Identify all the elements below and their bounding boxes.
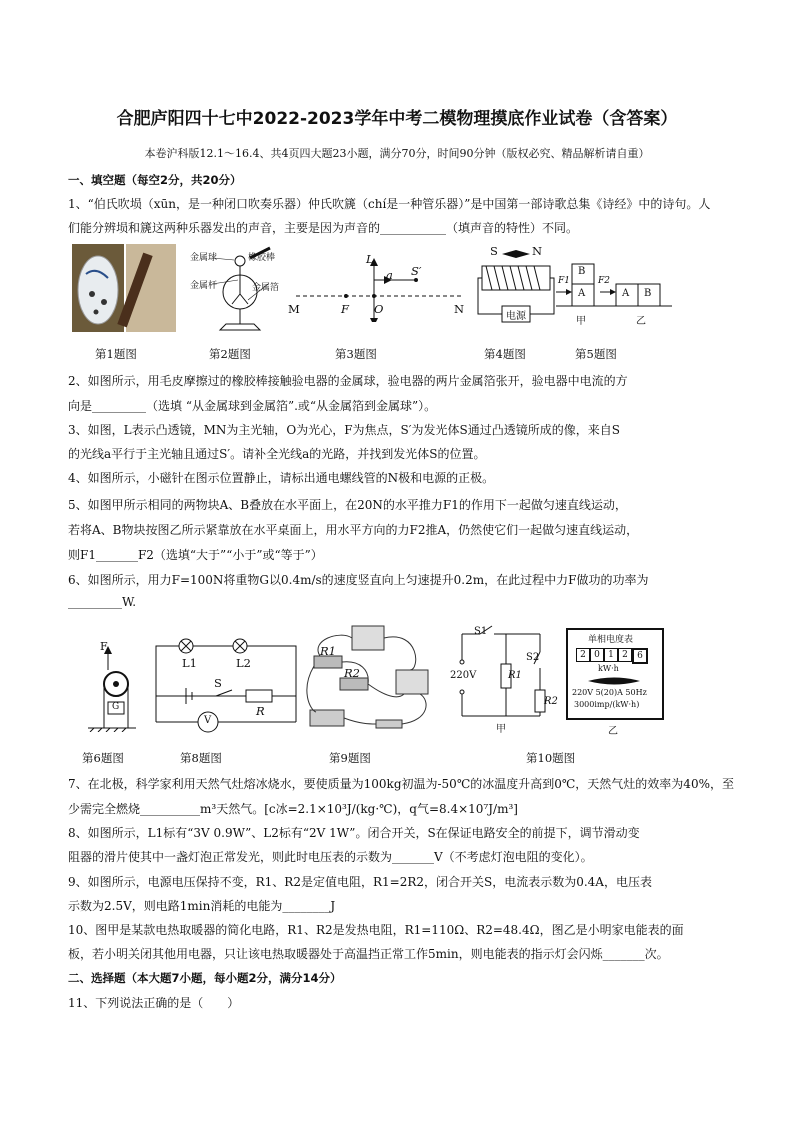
q6-text-line2: _________W.	[68, 595, 137, 609]
figure-3	[286, 250, 466, 322]
page-title: 合肥庐阳四十七中2022-2023学年中考二模物理摸底作业试卷（含答案）	[116, 109, 678, 129]
caption-fig9: 第9题图	[329, 751, 371, 765]
f8-V-label: V	[204, 715, 212, 726]
f8-L1-label: L1	[182, 656, 197, 670]
f8-L2-label: L2	[236, 656, 251, 670]
figure-9	[300, 620, 448, 736]
meter-digits	[576, 648, 648, 664]
f2-foil-label: 金属箔	[252, 283, 280, 293]
f2-ball-label: 金属球	[190, 253, 218, 263]
f10-S2-label: S2	[526, 652, 540, 663]
q10-text-line2: 板，若小明关闭其他用电器，只让该电热取暖器处于高温挡正常工作5min，则电能表的指示灯会闪烁_______次。	[68, 947, 669, 961]
meter-digit: 0	[590, 648, 604, 662]
figure-8-circuit	[152, 636, 302, 734]
figure-6	[78, 640, 138, 732]
f3-F-label: F	[341, 302, 349, 316]
f3-O-label: O	[374, 302, 384, 316]
figure-8	[152, 636, 302, 734]
f3-M-label: M	[288, 302, 300, 316]
f3-L-label: L	[366, 252, 374, 266]
f5-F1-label: F1	[558, 276, 570, 286]
q5-text-line3: 则F1_______F2（选填“大于”“小于”或“等于”）	[68, 548, 323, 562]
meter-digit-decimal: 6	[632, 648, 648, 664]
meter-spec1: 220V 5(20)A 50Hz	[572, 688, 647, 697]
q8-text-line1: 8、如图所示，L1标有“3V 0.9W”、L2标有“2V 1W”。闭合开关，S在保证电路安全的前提下，调节滑动变	[68, 826, 640, 840]
q11-text: 11、下列说法正确的是（ ）	[68, 996, 240, 1010]
meter-digit: 1	[604, 648, 618, 662]
meter-digit: 2	[576, 648, 590, 662]
q7-text-line1: 7、在北极，科学家利用天然气灶熔冰烧水，要使质量为100kg初温为-50℃的冰温度升高到0℃，天然气灶的效率为40%，至	[68, 777, 734, 791]
f2-bar-label: 金属杆	[190, 281, 218, 291]
meter-digit: 2	[618, 648, 632, 662]
f4-N-label: N	[532, 244, 543, 258]
caption-fig1: 第1题图	[95, 347, 137, 361]
figure-10-yi	[566, 628, 662, 737]
q10-text-line1: 10、图甲是某款电热取暖器的简化电路，R1、R2是发热电阻，R1=110Ω、R2=48.4Ω，图乙是小明家电能表的面	[68, 923, 684, 937]
f6-F-label: F	[100, 640, 108, 653]
f4-power-label: 电源	[506, 311, 526, 322]
q5-text-line1: 5、如图甲所示相同的两物块A、B叠放在水平面上，在20N的水平推力F1的作用下一起做匀速直线运动，	[68, 498, 627, 512]
caption-fig4: 第4题图	[484, 347, 526, 361]
f3-N-label: N	[454, 302, 465, 316]
q3-text-line2: 的光线a平行于主光轴且通过S′。请补全光线a的光路，并找到发光体S的位置。	[68, 447, 486, 461]
f6-G-label: G	[112, 702, 120, 712]
caption-fig6: 第6题图	[82, 751, 124, 765]
f3-a-label: a	[386, 268, 393, 282]
q9-text-line1: 9、如图所示，电源电压保持不变，R1、R2是定值电阻，R1=2R2，闭合开关S，电流表示数为0.4A，电压表	[68, 875, 652, 889]
f5-F2-label: F2	[598, 276, 610, 286]
f10-R1-label: R1	[508, 670, 522, 681]
q5-text-line2: 若将A、B物块按图乙所示紧靠放在水平桌面上，用水平方向的力F2推A，仍然使它们一起做匀速直线运动，	[68, 523, 639, 537]
f10-S1-label: S1	[474, 626, 488, 637]
figure-6-pulley	[78, 640, 138, 732]
figure-1-photos	[72, 244, 176, 332]
figure-2	[190, 246, 290, 334]
figure-9-apparatus	[300, 620, 448, 736]
q1-text-line1: 1、“伯氏吹埙（xūn，是一种闭口吹奏乐器）仲氏吹篪（chí是一种管乐器）”是中国第一部诗歌总集《诗经》中的诗句。人	[68, 197, 711, 211]
meter-title: 单相电度表	[588, 635, 634, 645]
f5-jia-label: 甲	[576, 316, 586, 327]
figure-10-jia	[450, 624, 562, 736]
figure-1	[72, 244, 176, 332]
f10-R2-label: R2	[544, 696, 558, 707]
f2-rod-label: 橡胶棒	[248, 253, 276, 263]
f8-S-label: S	[214, 676, 222, 690]
q6-text-line1: 6、如图所示，用力F=100N将重物G以0.4m/s的速度竖直向上匀速提升0.2m，在此过程中力F做功的功率为	[68, 573, 649, 587]
q3-text-line1: 3、如图，L表示凸透镜，MN为主光轴，O为光心，F为焦点，S′为发光体S通过凸透镜所成的像，来自S	[68, 423, 620, 437]
q2-text-line1: 2、如图所示，用毛皮摩擦过的橡胶棒接触验电器的金属球，验电器的两片金属箔张开，验电器中电流的方	[68, 374, 628, 388]
caption-fig3: 第3题图	[335, 347, 377, 361]
q7-text-line2: 少需完全燃烧__________m³天然气。[c冰=2.1×10³J/(kg·℃)，q气=8.4×10⁷J/m³]	[68, 802, 518, 816]
q8-text-line2: 阻器的滑片使其中一盏灯泡正常发光，则此时电压表的示数为_______V（不考虑灯泡电阻的变化）。	[68, 850, 593, 864]
page-subtitle: 本卷沪科版12.1～16.4、共4页四大题23小题，满分70分，时间90分钟（版权必究、精品解析请自重）	[144, 147, 650, 160]
f3-S-label: S′	[411, 264, 422, 278]
figure-5	[556, 260, 680, 330]
meter-spec2: 3000imp/(kW·h)	[574, 700, 640, 709]
figure-4	[476, 244, 556, 330]
q4-text: 4、如图所示，小磁针在图示位置静止，请标出通电螺线管的N极和电源的正极。	[68, 471, 495, 485]
f10-jia-label: 甲	[496, 724, 506, 735]
caption-fig5: 第5题图	[575, 347, 617, 361]
q2-text-line2: 向是_________（选填 “从金属球到金属箔”.或“从金属箔到金属球”）。	[68, 399, 437, 413]
f4-S-label: S	[490, 244, 498, 258]
f9-R2-label: R2	[344, 666, 360, 680]
f5-yi-label: 乙	[636, 316, 646, 327]
f5-B-top-label: B	[578, 266, 586, 277]
meter-indicator-icon	[586, 676, 642, 686]
figure-5-blocks	[556, 260, 680, 330]
f8-R-label: R	[256, 704, 265, 718]
meter-unit: kW·h	[598, 664, 619, 673]
f5-B-label: B	[644, 288, 652, 299]
section-2-heading: 二、选择题（本大题7小题，每小题2分，满分14分）	[68, 971, 342, 985]
q9-text-line2: 示数为2.5V，则电路1min消耗的电能为________J	[68, 899, 336, 913]
section-1-heading: 一、填空题（每空2分，共20分）	[68, 173, 242, 187]
f5-A-label: A	[622, 288, 630, 299]
caption-fig2: 第2题图	[209, 347, 251, 361]
f9-R1-label: R1	[320, 644, 336, 658]
q1-text-line2: 们能分辨埙和篪这两种乐器发出的声音，主要是因为声音的___________（填声音的特性）不同。	[68, 221, 579, 235]
f5-A-bottom-label: A	[578, 288, 586, 299]
f10-220v-label: 220V	[450, 670, 477, 681]
f10-yi-label: 乙	[608, 726, 618, 737]
caption-fig10: 第10题图	[526, 751, 576, 765]
caption-fig8: 第8题图	[180, 751, 222, 765]
